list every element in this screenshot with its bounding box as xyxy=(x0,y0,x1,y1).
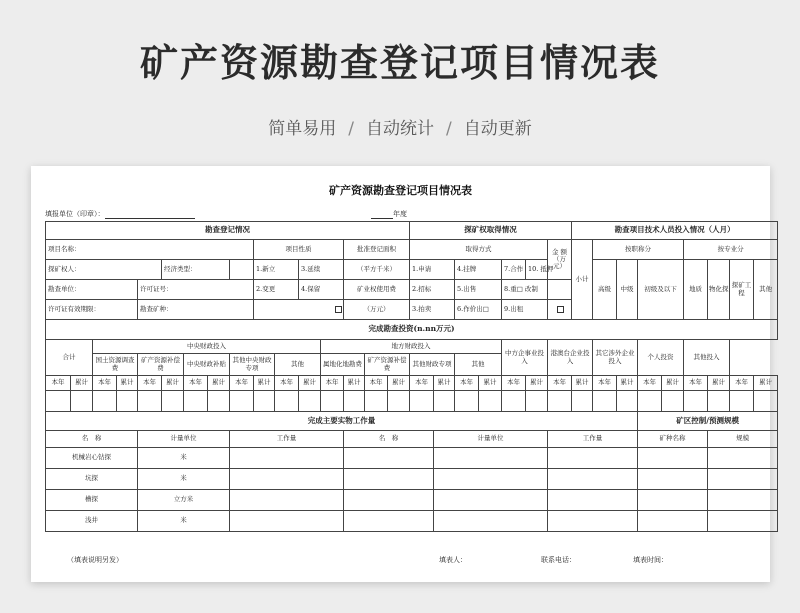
subtitle-separator: / xyxy=(348,119,354,139)
local-l1: 属地化地勘费 xyxy=(321,354,365,376)
fee-label: 矿业权使用费 xyxy=(344,280,410,300)
value-cell[interactable] xyxy=(208,391,230,412)
mineral-cell[interactable] xyxy=(638,448,708,469)
method-option-1[interactable]: 1.申请 xyxy=(410,260,455,280)
cell-cum: 累计 xyxy=(617,376,638,391)
econ-type-value[interactable] xyxy=(230,260,254,280)
method-header: 取得方式 xyxy=(410,240,548,260)
scale-cell[interactable] xyxy=(708,448,778,469)
col-amount: 工作量 xyxy=(230,431,344,448)
col-name-2: 名 称 xyxy=(344,431,434,448)
cell-cum: 累计 xyxy=(662,376,684,391)
central-c1: 国土资源调查费 xyxy=(93,354,138,376)
cell-year: 本年 xyxy=(593,376,617,391)
subtitle-separator: / xyxy=(446,119,452,139)
col-amount-2: 工作量 xyxy=(548,431,638,448)
col-scale: 规模 xyxy=(708,431,778,448)
method-option-6[interactable]: 6.作价出□ xyxy=(455,300,502,320)
cell-cum: 累计 xyxy=(479,376,502,391)
value-cell[interactable] xyxy=(708,391,730,412)
work-amount-2[interactable] xyxy=(548,448,638,469)
value-cell[interactable] xyxy=(548,391,572,412)
col-unit: 计量单位 xyxy=(138,431,230,448)
work-unit-2[interactable] xyxy=(434,469,548,490)
work-name-2[interactable] xyxy=(344,511,434,532)
mineral-label[interactable]: 勘查矿种： xyxy=(138,300,254,320)
fee-unit-label: （万元） xyxy=(344,300,410,320)
filler-unit-label: 填报单位（印章）： xyxy=(45,210,105,218)
central-c2: 矿产资源补偿费 xyxy=(138,354,184,376)
title-junior: 初级及以下 xyxy=(638,260,684,320)
by-major-header: 按专业分 xyxy=(684,240,778,260)
work-amount-2[interactable] xyxy=(548,511,638,532)
approved-area-label: 批准登记面积 xyxy=(344,240,410,260)
cell-year: 本年 xyxy=(410,376,434,391)
cell-cum: 累计 xyxy=(71,376,93,391)
value-cell[interactable] xyxy=(46,391,71,412)
nature-option-4[interactable]: 4.保留 xyxy=(299,280,344,300)
year-cum-row xyxy=(46,376,778,391)
owner-label[interactable]: 探矿权人： xyxy=(46,260,162,280)
value-cell[interactable] xyxy=(117,391,138,412)
econ-type-label[interactable]: 经济类型： xyxy=(162,260,230,280)
invest-header: 完成勘查投资(n.nn万元) xyxy=(46,320,778,340)
method-option-3[interactable]: 3.拍卖 xyxy=(410,300,455,320)
value-cell[interactable] xyxy=(572,391,593,412)
col-unit-2: 计量单位 xyxy=(434,431,548,448)
cell-cum: 累计 xyxy=(254,376,275,391)
major-geology: 地质 xyxy=(684,260,708,320)
filler-unit-line xyxy=(45,209,195,219)
value-cell[interactable] xyxy=(662,391,684,412)
method-option-5[interactable]: 5.出售 xyxy=(455,280,502,300)
value-cell[interactable] xyxy=(138,391,162,412)
work-unit: 立方米 xyxy=(138,490,230,511)
central-header: 中央财政投入 xyxy=(93,340,321,354)
work-unit-2[interactable] xyxy=(434,511,548,532)
nature-option-2[interactable]: 3.延续 xyxy=(299,260,344,280)
cell-year: 本年 xyxy=(138,376,162,391)
value-cell[interactable] xyxy=(526,391,548,412)
central-c5: 其他 xyxy=(275,354,321,376)
work-unit-2[interactable] xyxy=(434,490,548,511)
by-title-header: 按职称分 xyxy=(593,240,684,260)
subtitle-part-3: 自动更新 xyxy=(463,119,532,139)
scale-cell[interactable] xyxy=(708,490,778,511)
project-name-label[interactable]: 项目名称： xyxy=(46,240,254,260)
subtitle-part-1: 简单易用 xyxy=(268,119,337,139)
cell-cum: 累计 xyxy=(117,376,138,391)
value-cell[interactable] xyxy=(754,391,778,412)
work-name: 槽探 xyxy=(46,490,138,511)
major-geophysics: 物化探 xyxy=(708,260,730,320)
hero-title: 矿产资源勘查登记项目情况表 xyxy=(139,41,660,85)
enterprise-invest: 中方企事业投入 xyxy=(502,340,548,376)
value-cell[interactable] xyxy=(479,391,502,412)
method-option-7[interactable]: 7.合作 xyxy=(502,260,526,280)
cell-cum: 累计 xyxy=(344,376,365,391)
method-checkbox[interactable] xyxy=(557,306,564,313)
mineral-cell[interactable] xyxy=(638,511,708,532)
major-other: 其他 xyxy=(754,260,778,320)
cell-cum: 累计 xyxy=(208,376,230,391)
area-unit-label: （平方千米） xyxy=(344,260,410,280)
form-table xyxy=(45,221,778,532)
local-l4: 其他 xyxy=(455,354,502,376)
method-option-10[interactable]: 10. 抵押 xyxy=(526,260,548,280)
work-amount-2[interactable] xyxy=(548,490,638,511)
cell-cum: 累计 xyxy=(388,376,410,391)
cell-year: 本年 xyxy=(230,376,254,391)
other-invest: 其他投入 xyxy=(684,340,730,376)
work-name: 浅井 xyxy=(46,511,138,532)
value-cell[interactable] xyxy=(410,391,434,412)
workload-header: 完成主要实物工作量 xyxy=(46,412,638,431)
method-checkbox-cell[interactable] xyxy=(548,300,572,320)
local-header: 地方财政投入 xyxy=(321,340,502,354)
cell-cum: 累计 xyxy=(162,376,184,391)
value-cell[interactable] xyxy=(434,391,455,412)
value-cell[interactable] xyxy=(502,391,526,412)
major-engineering: 探矿工程 xyxy=(730,260,754,320)
reg-header: 勘查登记情况 xyxy=(46,222,410,240)
value-cell[interactable] xyxy=(162,391,184,412)
value-cell[interactable] xyxy=(344,391,365,412)
value-cell[interactable] xyxy=(254,391,275,412)
cell-year: 本年 xyxy=(93,376,117,391)
cell-cum: 累计 xyxy=(754,376,778,391)
subtotal-label: 小计 xyxy=(572,240,593,320)
value-cell[interactable] xyxy=(638,391,662,412)
work-unit: 米 xyxy=(138,511,230,532)
scale-cell[interactable] xyxy=(708,469,778,490)
filler-unit-blank[interactable] xyxy=(105,211,195,219)
local-l3: 其他财政专项 xyxy=(410,354,455,376)
cell-year: 本年 xyxy=(502,376,526,391)
tech-header: 勘查项目技术人员投入情况（人月） xyxy=(572,222,778,240)
cell-cum: 累计 xyxy=(572,376,593,391)
form-footer xyxy=(45,555,755,565)
cell-year: 本年 xyxy=(455,376,479,391)
col-mineral: 矿种名称 xyxy=(638,431,708,448)
title-mid: 中级 xyxy=(617,260,638,320)
cell-year: 本年 xyxy=(365,376,388,391)
phone-label[interactable]: 联系电话： xyxy=(541,556,576,564)
year-blank[interactable] xyxy=(371,211,393,219)
value-cell[interactable] xyxy=(230,391,254,412)
hk-invest: 港澳台企业投入 xyxy=(548,340,593,376)
value-cell[interactable] xyxy=(455,391,479,412)
value-cell[interactable] xyxy=(365,391,388,412)
work-amount[interactable] xyxy=(230,448,344,469)
value-cell[interactable] xyxy=(617,391,638,412)
work-amount[interactable] xyxy=(230,511,344,532)
right-header: 探矿权取得情况 xyxy=(410,222,572,240)
value-cell[interactable] xyxy=(388,391,410,412)
cell-year: 本年 xyxy=(638,376,662,391)
cell-year: 本年 xyxy=(46,376,71,391)
cell-year: 本年 xyxy=(684,376,708,391)
work-name-2[interactable] xyxy=(344,448,434,469)
year-line xyxy=(371,209,407,219)
table-row xyxy=(46,448,778,469)
form-title: 矿产资源勘查登记项目情况表 xyxy=(329,184,472,197)
work-amount-2[interactable] xyxy=(548,469,638,490)
nature-checkbox-cell[interactable] xyxy=(254,300,344,320)
work-unit: 米 xyxy=(138,448,230,469)
work-name-2[interactable] xyxy=(344,469,434,490)
value-cell[interactable] xyxy=(321,391,344,412)
scale-cell[interactable] xyxy=(708,511,778,532)
nature-option-3[interactable]: 2.变更 xyxy=(254,280,299,300)
subtitle-part-2: 自动统计 xyxy=(366,119,434,139)
work-unit-2[interactable] xyxy=(434,448,548,469)
nature-checkbox[interactable] xyxy=(335,306,342,313)
permit-no-label[interactable]: 许可证号： xyxy=(138,280,254,300)
amount-header: 金 额（万元） xyxy=(548,240,572,280)
method-option-8[interactable]: 8.重□ 改制 xyxy=(502,280,548,300)
cell-year: 本年 xyxy=(184,376,208,391)
cell-year: 本年 xyxy=(321,376,344,391)
cell-year: 本年 xyxy=(548,376,572,391)
title-senior: 高级 xyxy=(593,260,617,320)
work-amount[interactable] xyxy=(230,469,344,490)
work-name: 坑探 xyxy=(46,469,138,490)
cell-cum: 累计 xyxy=(299,376,321,391)
value-cell[interactable] xyxy=(184,391,208,412)
table-row xyxy=(46,490,778,511)
value-cell[interactable] xyxy=(593,391,617,412)
amount-cell[interactable] xyxy=(548,280,572,300)
value-cell[interactable] xyxy=(684,391,708,412)
table-row xyxy=(46,469,778,490)
filler-label[interactable]: 填表人： xyxy=(439,556,467,564)
date-label[interactable]: 填表时间： xyxy=(633,556,668,564)
mineral-cell[interactable] xyxy=(638,469,708,490)
value-cell[interactable] xyxy=(299,391,321,412)
work-unit: 米 xyxy=(138,469,230,490)
hero-subtitle xyxy=(0,114,800,139)
cell-cum: 累计 xyxy=(434,376,455,391)
foreign-invest: 其它涉外企业投入 xyxy=(593,340,638,376)
footer-note: （填表说明另发） xyxy=(67,556,123,564)
work-name: 机械岩心钻探 xyxy=(46,448,138,469)
mineral-cell[interactable] xyxy=(638,490,708,511)
form-paper xyxy=(31,166,773,582)
invest-value-row xyxy=(46,391,778,412)
method-option-9[interactable]: 9.出租 xyxy=(502,300,548,320)
survey-unit-label[interactable]: 勘查单位： xyxy=(46,280,138,300)
project-nature-label: 项目性质 xyxy=(254,240,344,260)
value-cell[interactable] xyxy=(71,391,93,412)
central-c3: 中央财政补贴 xyxy=(184,354,230,376)
scale-header: 矿区控制/预测规模 xyxy=(638,412,778,431)
year-label: 年度 xyxy=(393,210,407,218)
cell-year: 本年 xyxy=(730,376,754,391)
local-l2: 矿产资源补偿费 xyxy=(365,354,410,376)
cell-year: 本年 xyxy=(275,376,299,391)
central-c4: 其他中央财政专项 xyxy=(230,354,275,376)
cell-cum: 累计 xyxy=(708,376,730,391)
table-row xyxy=(46,511,778,532)
validity-label[interactable]: 许可证有效期限： xyxy=(46,300,138,320)
value-cell[interactable] xyxy=(275,391,299,412)
cell-cum: 累计 xyxy=(526,376,548,391)
work-amount[interactable] xyxy=(230,490,344,511)
nature-option-1[interactable]: 1.新立 xyxy=(254,260,299,280)
personal-invest: 个人投资 xyxy=(638,340,684,376)
method-option-4[interactable]: 4.挂牌 xyxy=(455,260,502,280)
work-name-2[interactable] xyxy=(344,490,434,511)
value-cell[interactable] xyxy=(730,391,754,412)
value-cell[interactable] xyxy=(93,391,117,412)
method-option-2[interactable]: 2.招标 xyxy=(410,280,455,300)
invest-total: 合计 xyxy=(46,340,93,376)
col-name: 名 称 xyxy=(46,431,138,448)
